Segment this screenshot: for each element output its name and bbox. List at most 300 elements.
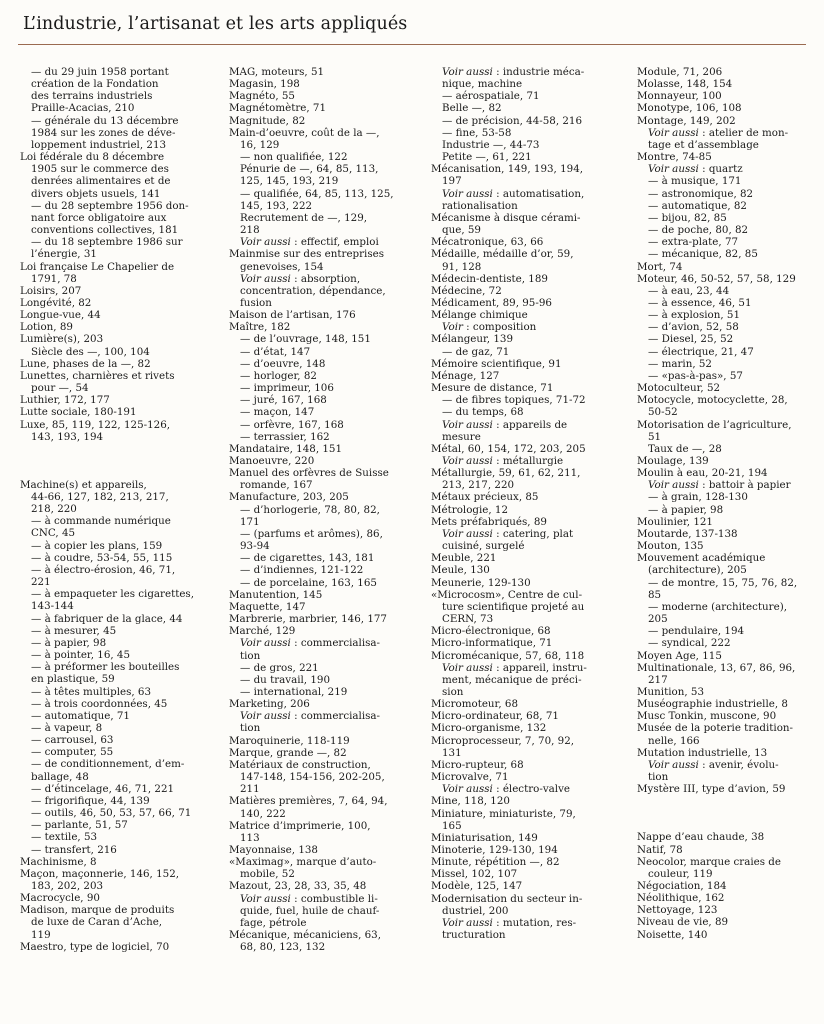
- index-entry: Magnétomètre, 71: [229, 102, 326, 115]
- page-title: L’industrie, l’artisanat et les arts appliqués: [23, 14, 408, 34]
- index-entry: Machinisme, 8: [20, 855, 97, 868]
- voir-aussi-label: Voir aussi: [240, 637, 291, 650]
- index-entry: Maroquinerie, 118-119: [229, 734, 350, 747]
- index-subentry: — à explosion, 51: [648, 309, 741, 322]
- index-subentry: — extra-plate, 77: [648, 236, 739, 249]
- index-entry-continuation: CERN, 73: [442, 613, 494, 626]
- index-subentry: — de gaz, 71: [442, 345, 510, 358]
- index-entry-continuation: 51: [648, 430, 662, 443]
- index-cross-reference: [431, 917, 611, 929]
- index-entry: Mélangeur, 139: [431, 333, 514, 346]
- cross-reference-text: : absorption,: [290, 272, 361, 285]
- index-entry: Manufacture, 203, 205: [229, 491, 349, 504]
- index-subentry: — terrassier, 162: [240, 430, 330, 443]
- index-subentry: — du 29 juin 1958 portant: [31, 66, 169, 78]
- index-entry-continuation: couleur, 119: [648, 867, 713, 880]
- voir-aussi-label: Voir aussi: [240, 892, 291, 905]
- index-entry-continuation: ballage, 48: [31, 770, 89, 783]
- index-entry: Microvalve, 71: [431, 771, 509, 784]
- index-entry: Moteur, 46, 50-52, 57, 58, 129: [637, 272, 796, 285]
- index-entry-continuation: 50-52: [648, 406, 678, 419]
- voir-aussi-label: Voir aussi: [648, 163, 699, 176]
- index-subentry: — aérospatiale, 71: [442, 90, 540, 103]
- index-entry: Moyen Age, 115: [637, 649, 722, 662]
- voir-aussi-label: Voir aussi: [648, 758, 699, 771]
- index-subentry: — à copier les plans, 159: [31, 539, 163, 552]
- index-entry: Missel, 102, 107: [431, 868, 518, 881]
- index-entry-continuation: 147-148, 154-156, 202-205,: [240, 771, 385, 784]
- index-subentry: — imprimeur, 106: [240, 382, 334, 395]
- voir-aussi-label: Voir aussi: [442, 418, 493, 431]
- cross-reference-text: : appareils de: [492, 418, 568, 431]
- index-entry-continuation: fusion: [240, 296, 272, 309]
- index-entry: Maquette, 147: [229, 600, 306, 613]
- index-entry: Matrice d’imprimerie, 100,: [229, 819, 371, 832]
- index-entry-continuation: fage, pétrole: [240, 916, 307, 929]
- index-subentry: — d’horlogerie, 78, 80, 82,: [240, 503, 380, 516]
- index-entry: Motocycle, motocyclette, 28,: [637, 394, 788, 407]
- index-entry-continuation: pour —, 54: [31, 382, 89, 395]
- index-entry: Mort, 74: [637, 260, 683, 273]
- index-entry-continuation: conventions collectives, 181: [31, 224, 179, 237]
- index-entry: Mine, 118, 120: [431, 795, 510, 808]
- index-subentry: — à mesurer, 45: [31, 624, 117, 637]
- index-entry: Molasse, 148, 154: [637, 78, 733, 91]
- index-entry: Métaux précieux, 85: [431, 491, 539, 504]
- index-entry-continuation: 218, 220: [31, 503, 77, 516]
- index-cross-reference: [229, 893, 409, 905]
- index-subentry: Pénurie de —, 64, 85, 113,: [240, 163, 379, 176]
- index-entry-continuation: quide, fuel, huile de chauf-: [240, 904, 380, 917]
- cross-reference-text: : électro-valve: [492, 783, 570, 796]
- index-subentry: — parlante, 51, 57: [31, 819, 128, 832]
- index-entry-continuation: 213, 217, 220: [442, 479, 515, 492]
- index-entry-continuation: CNC, 45: [31, 527, 76, 540]
- index-subentry: — de conditionnement, d’em-: [31, 758, 185, 771]
- index-entry: Maestro, type de logiciel, 70: [20, 940, 170, 953]
- index-subentry: — à électro-érosion, 46, 71,: [31, 563, 176, 576]
- index-cross-reference: [637, 127, 817, 139]
- index-subentry: — fine, 53-58: [442, 126, 512, 139]
- index-entry: Multinationale, 13, 67, 86, 96,: [637, 661, 796, 674]
- index-entry: Magasin, 198: [229, 78, 300, 91]
- index-subentry: — du travail, 190: [240, 673, 331, 686]
- index-subentry: — de gros, 221: [240, 661, 319, 674]
- index-entry-continuation: rationalisation: [442, 199, 518, 212]
- index-entry-continuation: 16, 129: [240, 138, 280, 151]
- index-entry: Marketing, 206: [229, 698, 310, 711]
- index-subentry: — à musique, 171: [648, 175, 742, 188]
- index-cross-reference: [431, 188, 611, 200]
- index-entry: Micro-organisme, 132: [431, 722, 547, 735]
- index-subentry: — d’état, 147: [240, 345, 311, 358]
- index-entry-continuation: loppement industriel, 213: [31, 138, 167, 151]
- index-entry-continuation: 218: [240, 224, 260, 237]
- index-entry-continuation: nelle, 166: [648, 734, 700, 747]
- index-subentry: — de l’ouvrage, 148, 151: [240, 333, 371, 346]
- index-subentry: — automatique, 71: [31, 709, 130, 722]
- index-subentry: — orfèvre, 167, 168: [240, 418, 344, 431]
- index-entry: Mécanisation, 149, 193, 194,: [431, 163, 584, 176]
- index-cross-reference: [431, 419, 611, 431]
- index-entry-continuation: 205: [648, 613, 668, 626]
- index-entry: Modernisation du secteur in-: [431, 892, 583, 905]
- index-subentry: — computer, 55: [31, 746, 114, 759]
- index-entry-continuation: 183, 202, 203: [31, 880, 104, 892]
- index-entry: Monnayeur, 100: [637, 90, 722, 103]
- index-entry: Moulinier, 121: [637, 515, 713, 528]
- index-subentry: — Diesel, 25, 52: [648, 333, 734, 346]
- voir-aussi-label: Voir aussi: [442, 661, 493, 674]
- index-subentry: — international, 219: [240, 685, 348, 698]
- index-entry: Moulin à eau, 20-21, 194: [637, 467, 768, 480]
- index-subentry: — du 28 septembre 1956 don-: [31, 199, 189, 212]
- index-entry: Modèle, 125, 147: [431, 880, 523, 893]
- index-entry-continuation: 171: [240, 515, 260, 528]
- index-entry: «Microcosm», Centre de cul-: [431, 588, 583, 601]
- index-entry: Mainmise sur des entreprises: [229, 248, 385, 261]
- index-entry: Mélange chimique: [431, 309, 528, 322]
- index-entry: Manuel des orfèvres de Suisse: [229, 467, 389, 480]
- index-entry: Montre, 74-85: [637, 151, 712, 164]
- index-entry: Minoterie, 129-130, 194: [431, 844, 558, 856]
- index-entry: Luthier, 172, 177: [20, 394, 110, 407]
- index-cross-reference: [229, 236, 409, 248]
- index-entry-continuation: de luxe de Caran d’Ache,: [31, 916, 163, 929]
- index-entry: Machine(s) et appareils,: [20, 478, 147, 491]
- index-subentry: — maçon, 147: [240, 406, 315, 419]
- index-subentry: — du temps, 68: [442, 406, 524, 419]
- index-entry-continuation: tructuration: [442, 929, 506, 942]
- voir-aussi-label: Voir aussi: [240, 236, 291, 249]
- index-subentry: Petite —, 61, 221: [442, 151, 532, 164]
- cross-reference-text: : effectif, emploi: [290, 236, 379, 249]
- index-entry: Mémoire scientifique, 91: [431, 357, 562, 370]
- index-entry: Longévité, 82: [20, 296, 92, 309]
- index-entry-continuation: Praille-Acacias, 210: [31, 102, 135, 115]
- index-entry: Magnéto, 55: [229, 90, 295, 103]
- index-entry-continuation: 143, 193, 194: [31, 430, 104, 443]
- index-cross-reference: [637, 759, 817, 771]
- index-entry-continuation: 125, 145, 193, 219: [240, 175, 339, 188]
- index-entry: Mouvement académique: [637, 552, 766, 565]
- index-subentry: Taux de —, 28: [648, 442, 722, 455]
- index-subentry: — «pas-à-pas», 57: [648, 369, 743, 382]
- index-entry-continuation: 1984 sur les zones de déve-: [31, 126, 176, 139]
- index-entry: Lutte sociale, 180-191: [20, 406, 137, 419]
- index-entry: Manutention, 145: [229, 588, 323, 601]
- index-entry: Loi fédérale du 8 décembre: [20, 151, 165, 164]
- index-subentry: — à têtes multiples, 63: [31, 685, 152, 698]
- index-subentry: — pendulaire, 194: [648, 625, 745, 638]
- index-entry: Magnitude, 82: [229, 114, 306, 127]
- index-cross-reference: [431, 321, 611, 333]
- index-subentry: — transfert, 216: [31, 843, 117, 856]
- index-entry-continuation: 221: [31, 576, 51, 589]
- section-gap: [637, 795, 817, 831]
- index-subentry: — de porcelaine, 163, 165: [240, 576, 377, 589]
- index-entry: Munition, 53: [637, 685, 705, 698]
- cross-reference-text: : industrie méca-: [492, 66, 585, 78]
- index-subentry: — juré, 167, 168: [240, 394, 327, 407]
- index-cross-reference: [229, 710, 409, 722]
- index-entry: Matières premières, 7, 64, 94,: [229, 795, 388, 808]
- index-subentry: — frigorifique, 44, 139: [31, 794, 150, 807]
- index-entry: Mécatronique, 63, 66: [431, 236, 544, 249]
- index-entry: Montage, 149, 202: [637, 114, 736, 127]
- index-subentry: — de cigarettes, 143, 181: [240, 552, 375, 565]
- index-entry: Micro-rupteur, 68: [431, 758, 524, 771]
- index-entry: Manoeuvre, 220: [229, 455, 315, 467]
- index-entry-continuation: 113: [240, 831, 260, 844]
- cross-reference-text: : appareil, instru-: [492, 661, 587, 674]
- index-entry-continuation: denrées alimentaires et de: [31, 175, 171, 188]
- voir-aussi-label: Voir aussi: [240, 272, 291, 285]
- index-subentry: — qualifiée, 64, 85, 113, 125,: [240, 187, 394, 200]
- index-subentry: — marin, 52: [648, 357, 712, 370]
- cross-reference-text: : avenir, évolu-: [698, 758, 779, 771]
- index-cross-reference: [431, 783, 611, 795]
- index-subentry: — automatique, 82: [648, 199, 747, 212]
- index-subentry: — à fabriquer de la glace, 44: [31, 612, 183, 625]
- voir-aussi-label: Voir aussi: [442, 527, 493, 540]
- index-entry: Marché, 129: [229, 625, 296, 638]
- index-entry: Néolithique, 162: [637, 892, 725, 905]
- index-entry: MAG, moteurs, 51: [229, 66, 325, 78]
- index-entry: «Maximag», marque d’auto-: [229, 856, 377, 869]
- index-subentry: — carrousel, 63: [31, 734, 114, 747]
- index-entry: Médicament, 89, 95-96: [431, 296, 552, 309]
- index-subentry: — à eau, 23, 44: [648, 284, 730, 297]
- index-entry: Mystère III, type d’avion, 59: [637, 783, 786, 796]
- index-entry-continuation: 85: [648, 588, 662, 601]
- index-subentry: — syndical, 222: [648, 637, 731, 650]
- index-entry: Matériaux de construction,: [229, 758, 371, 771]
- cross-reference-text: : catering, plat: [492, 527, 574, 540]
- index-subentry: — d’oeuvre, 148: [240, 357, 326, 370]
- voir-aussi-label: Voir aussi: [442, 916, 493, 929]
- cross-reference-text: : commercialisa-: [290, 637, 381, 650]
- cross-reference-text: : automatisation,: [492, 187, 585, 200]
- index-entry: Motoculteur, 52: [637, 382, 721, 395]
- index-entry: Micro-électronique, 68: [431, 625, 551, 638]
- index-entry: Main-d’oeuvre, coût de la —,: [229, 126, 380, 139]
- index-column-1: [20, 66, 200, 953]
- index-entry-continuation: sion: [442, 685, 464, 698]
- index-subentry: — du 18 septembre 1986 sur: [31, 236, 183, 249]
- index-entry: Médecine, 72: [431, 284, 502, 297]
- index-entry-continuation: 143-144: [31, 600, 74, 613]
- title-rule: [18, 44, 806, 45]
- index-entry: Marbrerie, marbrier, 146, 177: [229, 613, 387, 626]
- index-entry-continuation: 165: [442, 819, 462, 832]
- index-entry-continuation: mobile, 52: [240, 868, 295, 881]
- index-entry: Mesure de distance, 71: [431, 382, 554, 395]
- index-entry-continuation: des terrains industriels: [31, 90, 153, 103]
- index-entry-continuation: 131: [442, 746, 462, 759]
- index-entry: Moulage, 139: [637, 455, 709, 467]
- index-entry: Microprocesseur, 7, 70, 92,: [431, 734, 575, 747]
- index-entry-continuation: 145, 193, 222: [240, 199, 313, 212]
- index-entry: Mouton, 135: [637, 540, 704, 553]
- index-entry: Muséographie industrielle, 8: [637, 698, 788, 711]
- cross-reference-text: : mutation, res-: [492, 916, 577, 929]
- index-cross-reference: [431, 528, 611, 540]
- voir-aussi-label: Voir aussi: [442, 455, 493, 467]
- index-entry: Maçon, maçonnerie, 146, 152,: [20, 867, 180, 880]
- index-entry: Longue-vue, 44: [20, 309, 101, 322]
- index-subentry: — astronomique, 82: [648, 187, 754, 200]
- index-entry: Mets préfabriqués, 89: [431, 515, 547, 528]
- index-entry-continuation: dustriel, 200: [442, 904, 509, 917]
- index-entry-continuation: création de la Fondation: [31, 78, 159, 91]
- index-entry-continuation: ment, mécanique de préci-: [442, 673, 582, 686]
- index-entry-continuation: ture scientifique projeté au: [442, 600, 585, 613]
- index-entry-continuation: 211: [240, 783, 260, 796]
- index-entry-continuation: cuisiné, surgelé: [442, 540, 525, 553]
- index-cross-reference: [431, 455, 611, 467]
- index-subentry: — bijou, 82, 85: [648, 211, 727, 224]
- cross-reference-text: : métallurgie: [492, 455, 564, 467]
- index-subentry: — d’indiennes, 121-122: [240, 564, 364, 577]
- index-entry-continuation: 1905 sur le commerce des: [31, 163, 169, 176]
- index-entry: Métrologie, 12: [431, 503, 509, 516]
- index-entry: Marque, grande —, 82: [229, 746, 347, 759]
- index-entry-continuation: concentration, dépendance,: [240, 284, 386, 297]
- index-subentry: — (parfums et arômes), 86,: [240, 527, 383, 540]
- index-entry: Minute, répétition —, 82: [431, 856, 560, 869]
- index-subentry: — à vapeur, 8: [31, 721, 103, 734]
- cross-reference-text: : battoir à papier: [698, 479, 791, 492]
- index-entry: Meuble, 221: [431, 552, 497, 565]
- index-entry-continuation: tion: [240, 722, 261, 735]
- index-entry: Miniaturisation, 149: [431, 831, 538, 844]
- index-entry: Motorisation de l’agriculture,: [637, 418, 792, 431]
- cross-reference-text: : combustible li-: [290, 892, 378, 905]
- index-subentry: — de fibres topiques, 71-72: [442, 394, 586, 407]
- index-entry: Miniature, miniaturiste, 79,: [431, 807, 576, 820]
- cross-reference-text: : quartz: [698, 163, 743, 176]
- index-entry-continuation: 140, 222: [240, 807, 286, 820]
- index-entry: Mécanisme à disque cérami-: [431, 211, 581, 224]
- index-cross-reference: [431, 66, 611, 78]
- index-subentry: — outils, 46, 50, 53, 57, 66, 71: [31, 807, 192, 820]
- index-cross-reference: [229, 273, 409, 285]
- index-entry: Neocolor, marque craies de: [637, 855, 781, 868]
- index-subentry: Recrutement de —, 129,: [240, 211, 368, 224]
- index-entry: Mutation industrielle, 13: [637, 746, 768, 759]
- index-subentry: — générale du 13 décembre: [31, 114, 179, 127]
- index-entry-continuation: 197: [442, 175, 462, 188]
- section-gap: [20, 443, 200, 479]
- index-entry: Mayonnaise, 138: [229, 844, 318, 856]
- index-entry-continuation: tion: [240, 649, 261, 662]
- voir-aussi-label: Voir aussi: [442, 187, 493, 200]
- index-subentry: — de précision, 44-58, 216: [442, 114, 583, 127]
- index-entry: Micromécanique, 57, 68, 118: [431, 649, 585, 662]
- index-subentry: — de montre, 15, 75, 76, 82,: [648, 576, 798, 589]
- index-entry: Micro-informatique, 71: [431, 637, 553, 650]
- index-entry-continuation: 119: [31, 928, 51, 941]
- index-entry: Moutarde, 137-138: [637, 527, 738, 540]
- index-column-4: [637, 66, 817, 941]
- index-subentry: Industrie —, 44-73: [442, 138, 540, 151]
- voir-aussi-label: Voir aussi: [442, 783, 493, 796]
- index-entry: Mécanique, mécaniciens, 63,: [229, 929, 382, 942]
- index-cross-reference: [229, 637, 409, 649]
- index-subentry: — à coudre, 53-54, 55, 115: [31, 551, 173, 564]
- index-entry: Musc Tonkin, muscone, 90: [637, 710, 777, 723]
- index-entry-continuation: tage et d’assemblage: [648, 138, 759, 151]
- index-cross-reference: [637, 163, 817, 175]
- voir-aussi-label: Voir aussi: [648, 126, 699, 139]
- index-entry: Meule, 130: [431, 564, 490, 577]
- index-subentry: — à papier, 98: [648, 503, 724, 516]
- index-column-3: [431, 66, 611, 941]
- index-entry-continuation: 68, 80, 123, 132: [240, 941, 326, 954]
- index-entry-continuation: 93-94: [240, 540, 270, 553]
- index-entry-continuation: genevoises, 154: [240, 260, 324, 273]
- index-subentry: — horloger, 82: [240, 369, 317, 382]
- index-subentry: — de poche, 80, 82: [648, 224, 749, 237]
- index-entry: Madison, marque de produits: [20, 904, 175, 917]
- index-cross-reference: [431, 662, 611, 674]
- voir-aussi-label: Voir aussi: [442, 66, 493, 78]
- index-entry: Monotype, 106, 108: [637, 102, 742, 115]
- index-entry: Métallurgie, 59, 61, 62, 211,: [431, 467, 581, 480]
- index-entry-continuation: que, 59: [442, 224, 481, 237]
- index-entry: Lune, phases de la —, 82: [20, 357, 151, 370]
- index-subentry: — moderne (architecture),: [648, 600, 787, 613]
- index-entry-continuation: divers objets usuels, 141: [31, 187, 161, 200]
- index-entry-continuation: nant force obligatoire aux: [31, 211, 167, 224]
- index-cross-reference: [637, 479, 817, 491]
- index-entry-continuation: 44-66, 127, 182, 213, 217,: [31, 491, 169, 503]
- voir-aussi-label: Voir aussi: [648, 479, 699, 492]
- index-entry-continuation: en plastique, 59: [31, 673, 115, 686]
- index-subentry: — mécanique, 82, 85: [648, 248, 758, 261]
- index-subentry: — textile, 53: [31, 831, 98, 844]
- index-subentry: — d’avion, 52, 58: [648, 321, 739, 334]
- index-subentry: — à grain, 128-130: [648, 491, 748, 504]
- index-entry: Loi française Le Chapelier de: [20, 260, 175, 273]
- index-entry: Lotion, 89: [20, 321, 73, 334]
- index-entry: Nappe d’eau chaude, 38: [637, 831, 765, 844]
- index-subentry: — à préformer les bouteilles: [31, 661, 180, 674]
- index-entry: Luxe, 85, 119, 122, 125-126,: [20, 418, 171, 431]
- index-entry-continuation: tion: [648, 771, 669, 784]
- index-entry: Médecin-dentiste, 189: [431, 272, 548, 285]
- index-entry: Maison de l’artisan, 176: [229, 309, 356, 322]
- index-entry: Natif, 78: [637, 843, 683, 856]
- index-entry-continuation: mesure: [442, 430, 481, 443]
- index-column-2: [229, 66, 409, 953]
- index-subentry: — d’étincelage, 46, 71, 221: [31, 782, 175, 795]
- index-subentry: — à pointer, 16, 45: [31, 649, 131, 662]
- index-entry: Meunerie, 129-130: [431, 576, 531, 589]
- index-entry: Médaille, médaille d’or, 59,: [431, 248, 574, 261]
- index-subentry: — électrique, 21, 47: [648, 345, 754, 358]
- voir-aussi-label: Voir aussi: [240, 710, 291, 723]
- index-entry: Mandataire, 148, 151: [229, 442, 343, 455]
- index-entry: Micro-ordinateur, 68, 71: [431, 710, 559, 723]
- index-subentry: — à trois coordonnées, 45: [31, 697, 168, 710]
- index-entry-continuation: nique, machine: [442, 78, 523, 91]
- index-entry: Loisirs, 207: [20, 284, 82, 297]
- index-entry: Module, 71, 206: [637, 66, 723, 78]
- index-entry: Nettoyage, 123: [637, 904, 718, 917]
- index-entry: Négociation, 184: [637, 880, 727, 892]
